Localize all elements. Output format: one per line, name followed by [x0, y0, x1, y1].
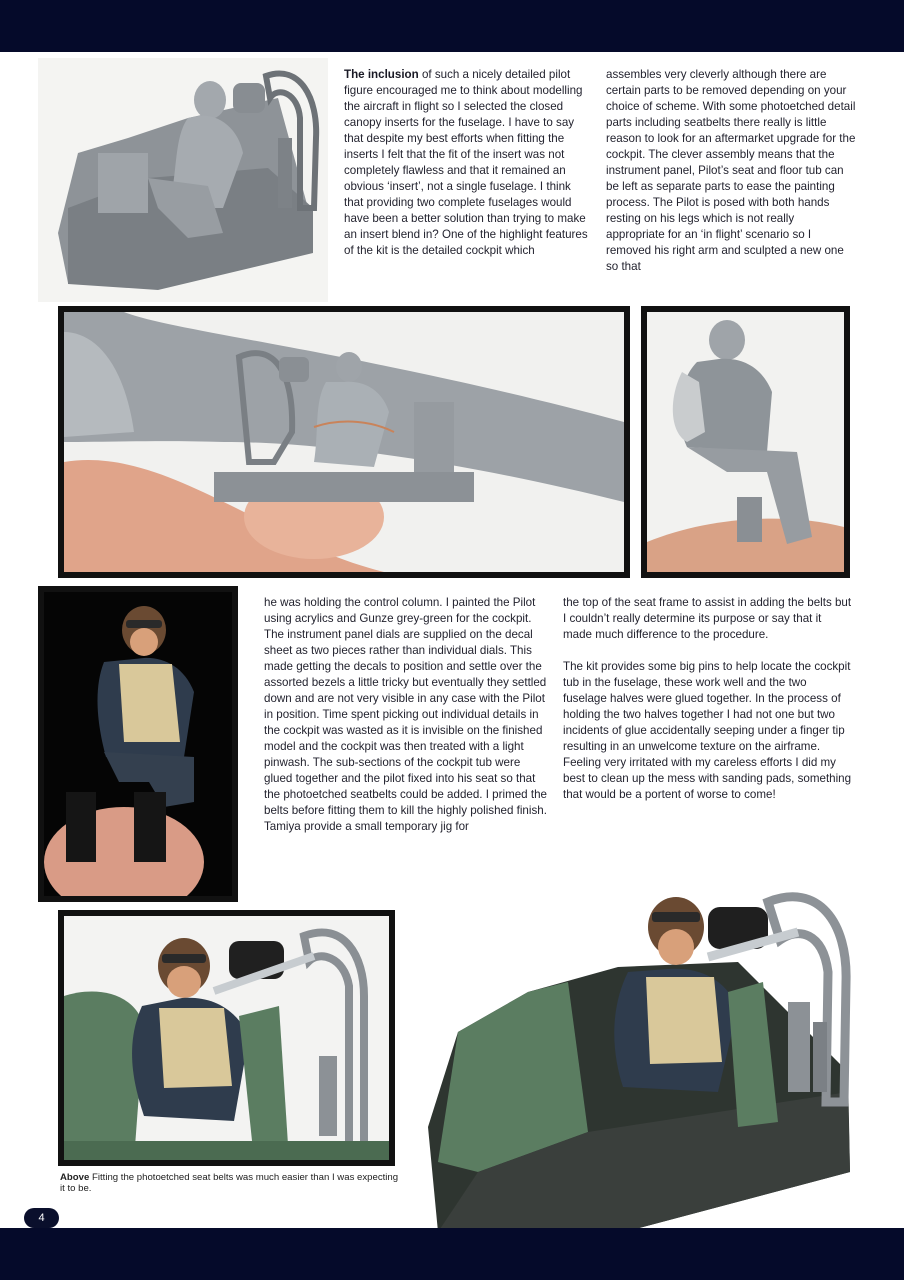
article-column-4 [563, 595, 853, 803]
article-column-1 [344, 67, 592, 259]
article-column-2-text: assembles very cleverly although there are certain parts to be removed depending on your choice of scheme. With some photoetched detail parts including seatbelts there really is little reason to look for an aftermarket upgrade for the cockpit. The clever assembly means that the instrument panel, Pilot’s seat and floor tub can be left as separate parts to ease the painting process. The Pilot is posed with both hands resting on his legs which is not really appropriate for an ‘in flight’ scenario so I removed his right arm and sculpted a new one so that [606, 68, 856, 273]
photo-seat-belts-closeup [58, 910, 395, 1166]
caption-label: Above [60, 1172, 90, 1183]
article-column-3 [264, 595, 550, 835]
top-banner [0, 0, 904, 52]
photo-caption [60, 1172, 400, 1194]
article-column-4-paragraph-2: The kit provides some big pins to help locate the cockpit tub in the fuselage, these work well and the two fuselage halves were glued together. In the process of holding the two halves together I had not one but two incidents of glue accidentally seeping under a finger tip resulting in an unwelcome texture on the airframe. Feeling very irritated with my careless efforts I did my best to clean up the mess with sanding pads, something that would be a portent of worse to come! [563, 660, 852, 801]
article-column-3-text: he was holding the control column. I painted the Pilot using acrylics and Gunze grey-green for the cockpit. The instrument panel dials are supplied on the decal sheet as two pieces rather than individual dials. This made getting the decals to position and settle over the assorted bezels a little tricky but eventually they settled down and are not very visible in any case with the Pilot in position. Time spent picking out individual details in the cockpit was wasted as it is invisible on the finished model and the cockpit was then treated with a light pinwash. The sub-sections of the cockpit tub were glued together and the pilot fixed into his seat so that the photoetched seatbelts could be added. I primed the belts before fitting them to kill the highly polished finish. Tamiya provide a small temporary jig for [264, 596, 547, 833]
article-column-2 [606, 67, 856, 275]
article-column-4-paragraph-1: the top of the seat frame to assist in adding the belts but I couldn’t really determine its purpose or say that it made much difference to the procedure. [563, 596, 852, 641]
caption-text: Fitting the photoetched seat belts was much easier than I was expecting it to be. [60, 1172, 399, 1194]
photo-grey-pilot-figure [641, 306, 850, 578]
photo-painted-cockpit-tub [418, 872, 866, 1254]
bottom-banner [0, 1228, 904, 1280]
photo-fuselage-in-hand [58, 306, 630, 578]
page-number: 4 [38, 1212, 45, 1224]
photo-grey-cockpit-tub [38, 58, 328, 302]
article-lead-in: The inclusion [344, 68, 419, 81]
photo-painted-pilot-figure [38, 586, 238, 902]
page-number-badge [24, 1208, 59, 1228]
article-column-1-text: of such a nicely detailed pilot figure encouraged me to think about modelling the aircraft in flight so I selected the closed canopy inserts for the fuselage. I have to say that despite my best efforts when fitting the inserts I felt that the fit of the insert was not completely flawless and that it remained an obvious ‘insert’, not a single fuselage. I think that providing two complete fuselages would have been a better solution than trying to make an insert blend in? One of the highlight features of the kit is the detailed cockpit which [344, 68, 588, 257]
